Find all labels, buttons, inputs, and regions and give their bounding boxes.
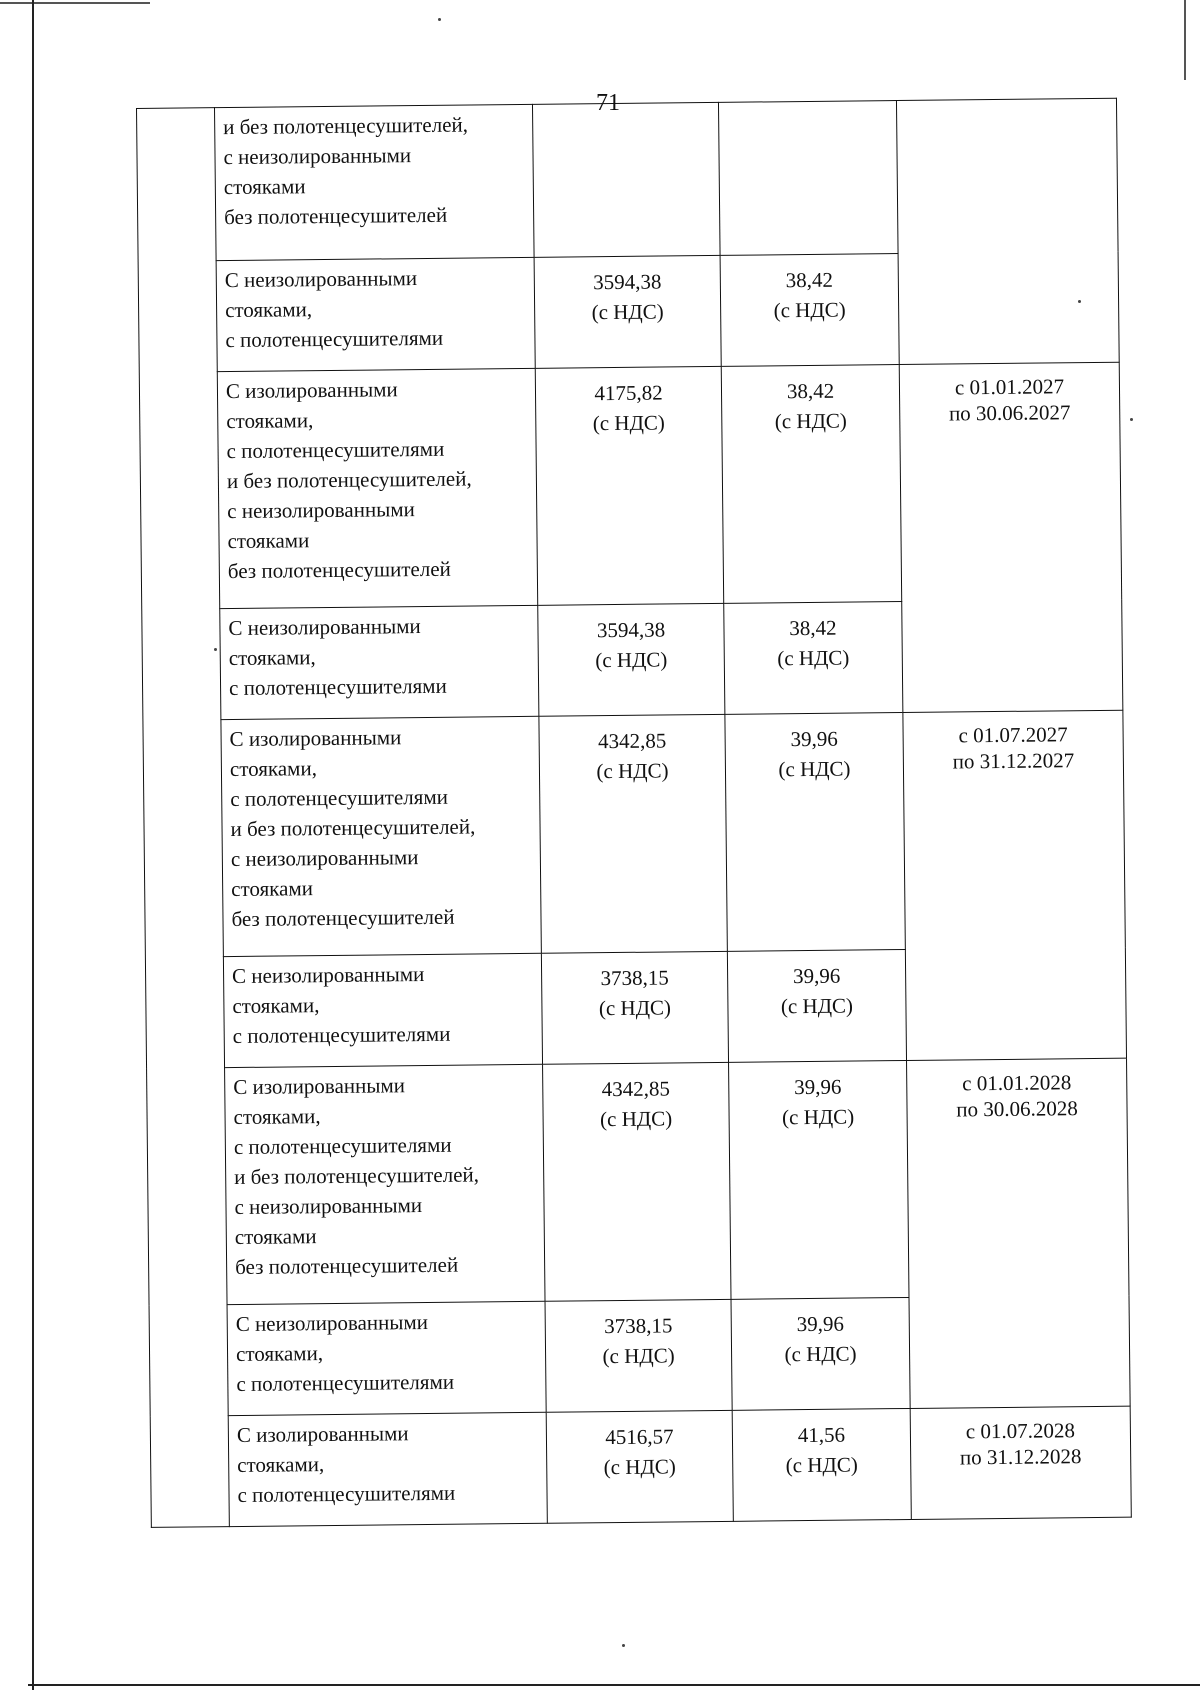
description-line: стояками — [227, 528, 310, 554]
tariff-2-vat-note: (с НДС) — [774, 408, 847, 434]
description-cell — [227, 1301, 546, 1415]
description-line: с неизолированными — [230, 845, 419, 872]
tariff-2-value: 38,42 — [789, 615, 837, 641]
tariff-1-vat-note: (с НДС) — [603, 1454, 676, 1480]
description-line: и без полотенцесушителей, — [234, 1162, 480, 1190]
tariff-row — [143, 710, 1125, 957]
description-line: с неизолированными — [227, 497, 415, 524]
tariff-1-vat-note: (с НДС) — [602, 1343, 675, 1369]
tariff-1-value: 3594,38 — [593, 269, 662, 295]
description-cell — [221, 716, 541, 956]
tariff-2-value: 39,96 — [796, 1311, 845, 1337]
tariff-1-value: 3738,15 — [604, 1313, 673, 1339]
description-line: с полотенцесушителями — [237, 1480, 456, 1508]
tariff-row — [147, 1058, 1129, 1305]
description-line: с полотенцесушителями — [232, 1021, 451, 1049]
tariff-1-vat-note: (с НДС) — [595, 647, 668, 673]
scan-speck — [622, 1644, 625, 1647]
description-line: с полотенцесушителями — [230, 784, 449, 812]
tariff-2-vat-note: (с НДС) — [781, 1104, 855, 1130]
scan-speck — [1130, 418, 1133, 421]
tariff-2-vat-note: (с НДС) — [773, 297, 846, 323]
description-line: с неизолированными — [234, 1193, 423, 1220]
tariff-1-cell — [543, 1062, 731, 1301]
tariff-row — [150, 1406, 1131, 1527]
description-line: с полотенцесушителями — [228, 673, 447, 701]
description-line: с полотенцесушителями — [236, 1369, 455, 1397]
period-cell — [903, 710, 1127, 1060]
tariff-table-wrapper — [136, 98, 1132, 1528]
page-edge-top — [0, 2, 150, 4]
tariff-1-cell — [545, 1299, 732, 1412]
tariff-2-vat-note: (с НДС) — [780, 993, 854, 1019]
scan-speck — [1078, 300, 1081, 303]
tariff-1-vat-note: (с НДС) — [596, 758, 669, 784]
period-cell — [896, 98, 1119, 364]
tariff-2-value: 38,42 — [785, 267, 834, 293]
tariff-2-cell — [720, 254, 899, 367]
description-line: без полотенцесушителей — [224, 202, 448, 230]
tariff-1-cell — [538, 603, 725, 716]
description-cell — [228, 1412, 547, 1526]
tariff-1-cell — [539, 714, 727, 953]
tariff-2-value: 39,96 — [792, 963, 841, 989]
period-end: по 30.06.2028 — [956, 1096, 1078, 1122]
description-cell — [220, 605, 539, 719]
description-cell — [217, 368, 537, 608]
period-cell — [910, 1406, 1131, 1519]
description-cell — [225, 1064, 545, 1304]
description-line: С неизолированными — [231, 962, 425, 989]
page-edge-left — [32, 0, 34, 1690]
description-cell — [215, 104, 535, 260]
period-end: по 30.06.2027 — [948, 400, 1071, 426]
description-line: С изолированными — [225, 377, 398, 404]
description-line: стояками, — [237, 1452, 325, 1478]
tariff-1-cell — [546, 1410, 733, 1523]
description-line: без полотенцесушителей — [227, 556, 451, 584]
tariff-2-cell — [727, 949, 906, 1062]
index-cell — [137, 108, 230, 1528]
description-line: и без полотенцесушителей, — [226, 466, 472, 494]
description-line: стояками, — [228, 645, 316, 671]
description-line: стояками, — [233, 1104, 321, 1130]
description-line: С изолированными — [233, 1073, 406, 1100]
description-line: С неизолированными — [224, 266, 418, 293]
tariff-1-vat-note: (с НДС) — [591, 299, 664, 325]
period-start: с 01.07.2027 — [958, 722, 1068, 748]
description-line: без полотенцесушителей — [231, 904, 455, 932]
tariff-1-vat-note: (с НДС) — [598, 995, 672, 1021]
period-start: с 01.01.2027 — [954, 374, 1065, 400]
tariff-1-cell — [534, 255, 721, 368]
tariff-table-body — [137, 98, 1132, 1527]
page-edge-right — [1184, 0, 1186, 80]
tariff-1-cell — [532, 102, 720, 257]
tariff-2-cell — [718, 101, 898, 256]
tariff-2-value: 41,56 — [797, 1422, 846, 1448]
tariff-table — [136, 98, 1132, 1528]
description-line: с полотенцесушителями — [233, 1132, 452, 1160]
tariff-2-cell — [732, 1408, 911, 1521]
description-line: С изолированными — [236, 1421, 409, 1448]
description-line: стояками, — [232, 993, 320, 1019]
tariff-1-value: 4516,57 — [605, 1424, 674, 1450]
description-line: без полотенцесушителей — [235, 1252, 459, 1280]
description-line: и без полотенцесушителей, — [223, 112, 469, 140]
description-line: стояками, — [226, 408, 314, 434]
description-line: с неизолированными — [223, 143, 412, 170]
tariff-2-vat-note: (с НДС) — [785, 1452, 858, 1478]
scan-speck — [438, 18, 441, 21]
tariff-2-cell — [721, 365, 901, 604]
description-line: стояками — [223, 174, 306, 200]
tariff-1-cell — [535, 366, 723, 605]
tariff-1-value: 3738,15 — [600, 965, 669, 991]
description-line: стояками — [231, 876, 314, 902]
tariff-2-cell — [731, 1297, 910, 1410]
description-line: С неизолированными — [235, 1310, 429, 1337]
description-line: С изолированными — [229, 725, 402, 752]
period-start: с 01.07.2028 — [965, 1418, 1076, 1444]
page-number: 71 — [596, 90, 620, 116]
tariff-1-vat-note: (с НДС) — [592, 410, 665, 436]
description-line: стояками — [234, 1224, 317, 1250]
period-cell — [907, 1058, 1131, 1408]
tariff-2-cell — [724, 602, 903, 715]
tariff-row — [137, 98, 1119, 261]
tariff-2-cell — [725, 713, 905, 952]
tariff-1-value: 4342,85 — [597, 728, 667, 754]
tariff-2-value: 38,42 — [786, 378, 835, 404]
description-cell — [216, 257, 535, 371]
description-line: стояками, — [224, 297, 313, 323]
tariff-2-cell — [729, 1060, 909, 1299]
tariff-1-cell — [541, 951, 728, 1064]
tariff-row — [139, 362, 1121, 609]
period-end: по 31.12.2027 — [952, 748, 1075, 774]
description-line: с полотенцесушителями — [225, 325, 444, 353]
description-line: с полотенцесушителями — [226, 436, 445, 464]
description-cell — [223, 953, 542, 1067]
tariff-2-value: 39,96 — [790, 726, 838, 752]
description-line: стояками, — [229, 756, 318, 782]
tariff-1-value: 4342,85 — [601, 1076, 671, 1102]
tariff-2-value: 39,96 — [794, 1074, 842, 1100]
period-end: по 31.12.2028 — [959, 1444, 1082, 1470]
tariff-2-vat-note: (с НДС) — [784, 1341, 857, 1367]
period-start: с 01.01.2028 — [962, 1070, 1072, 1096]
description-line: С неизолированными — [228, 614, 421, 641]
tariff-1-value: 4175,82 — [594, 380, 663, 406]
description-line: и без полотенцесушителей, — [230, 814, 476, 842]
description-line: стояками, — [235, 1341, 324, 1367]
period-cell — [899, 362, 1123, 712]
tariff-1-vat-note: (с НДС) — [599, 1106, 673, 1132]
tariff-2-vat-note: (с НДС) — [777, 645, 850, 671]
tariff-2-vat-note: (с НДС) — [778, 756, 851, 782]
tariff-1-value: 3594,38 — [596, 617, 666, 643]
scan-speck — [214, 648, 217, 651]
